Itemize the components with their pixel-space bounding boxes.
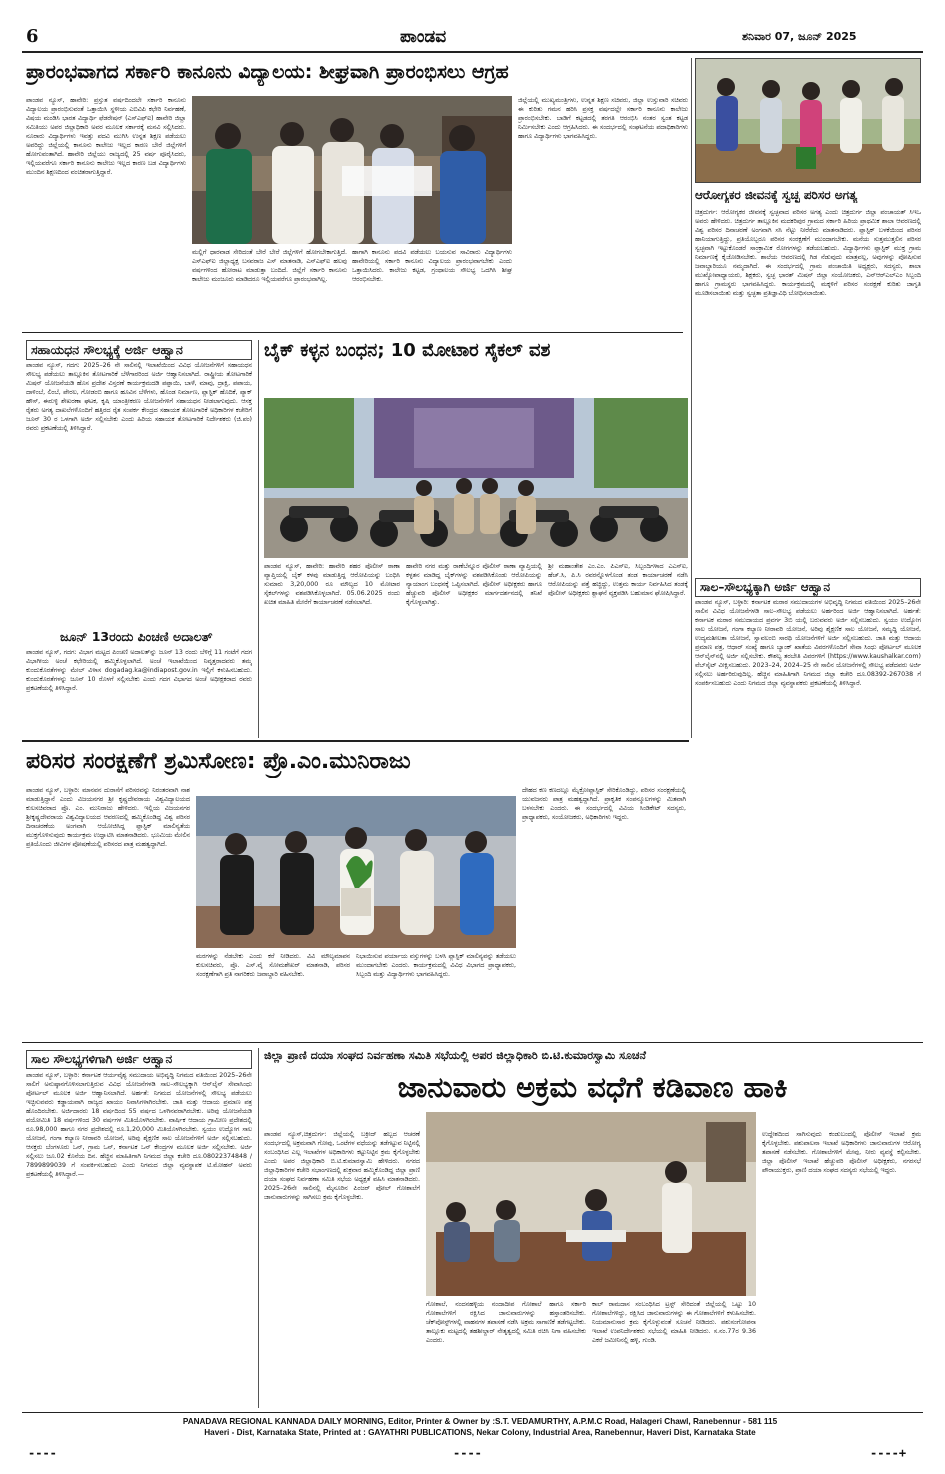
animal-slaughter-col2: ಗೋಶಾಲೆ, ನಂದನಹಳ್ಳಿಯ ನಂದಾದೀಪ ಗೋಶಾಲೆ ಹಾಗೂ ಸರ್ಕಾರಿ ಗೋಶಾಲೆಗಳಿಗೆ ರಕ್ಷಿಸಿದ ಜಾನುವಾರುಗಳನ್ನು ಹಸ್ತಾಂತರಿಸಬೇಕು. ಚೆಕ್‌ಪೋಸ್ಟ್‌ಗಳಲ್ಲಿ ವಾಹನಗಳ ತಪಾಸಣೆ ನಡೆಸಿ ಅಕ್ರಮ ಸಾಗಾಣಿಕೆ ತಡೆಗಟ್ಟಬೇಕು. ತಾಲ್ಲೂಕು ಮಟ್ಟದಲ್ಲಿ ತಹಶೀಲ್ದಾರ್ ನೇತೃತ್ವದಲ್ಲಿ ಸಮಿತಿ ರಚಿಸಿ ನಿಗಾ ವಹಿಸಬೇಕು ಎಂದರು. [426, 1301, 586, 1344]
environment-body: ಚಿತ್ರದುರ್ಗ: ಆರೋಗ್ಯಕರ ಜೀವನಕ್ಕೆ ಸ್ವಚ್ಛವಾದ ಪರಿಸರ ಅಗತ್ಯ ಎಂದು ಚಿತ್ರದುರ್ಗ ಜಿಲ್ಲಾ ಪಂಚಾಯತ್ ಸಿಇಒ ಅವರು ಹೇಳಿದರು. ಚಿತ್ರದುರ್ಗ ತಾಲ್ಲೂಕಿನ ಮದಕರಿಪುರ ಗ್ರಾಮದ ಸರ್ಕಾರಿ ಹಿರಿಯ ಪ್ರಾಥಮಿಕ ಶಾಲಾ ಆವರಣದಲ್ಲಿ ವಿಶ್ವ ಪರಿಸರ ದಿನಾಚರಣೆ ಅಂಗವಾಗಿ ಸಸಿ ನೆಟ್ಟು ನೀರೆರೆದು ಮಾತನಾಡಿದರು. ಪ್ಲಾಸ್ಟಿಕ್ ಬಳಕೆಯಿಂದ ಪರಿಸರ ಹಾನಿಯಾಗುತ್ತಿದ್ದು, ಪ್ರತಿಯೊಬ್ಬರೂ ಪರಿಸರ ಸಂರಕ್ಷಣೆಗೆ ಮುಂದಾಗಬೇಕು. ಮನೆಯ ಸುತ್ತಮುತ್ತಲಿನ ಪರಿಸರ ಸ್ವಚ್ಛವಾಗಿ ಇಟ್ಟುಕೊಂಡರೆ ಸಾಂಕ್ರಾಮಿಕ ರೋಗಗಳನ್ನು ತಡೆಯಬಹುದು. ವಿದ್ಯಾರ್ಥಿಗಳು ಪ್ಲಾಸ್ಟಿಕ್ ಮುಕ್ತ ಗ್ರಾಮ ನಿರ್ಮಾಣಕ್ಕೆ ಕೈಜೋಡಿಸಬೇಕು. ಶಾಲೆಯ ಆವರಣದಲ್ಲಿ ಗಿಡ ನೆಡುವುದು ಮಾತ್ರವಲ್ಲ, ಅವುಗಳನ್ನು ಪೋಷಿಸುವ ಜವಾಬ್ದಾರಿಯೂ ನಮ್ಮದಾಗಿದೆ. ಈ ಸಂದರ್ಭದಲ್ಲಿ ಗ್ರಾಮ ಪಂಚಾಯಿತಿ ಅಧ್ಯಕ್ಷರು, ಸದಸ್ಯರು, ಶಾಲಾ ಮುಖ್ಯೋಪಾಧ್ಯಾಯರು, ಶಿಕ್ಷಕರು, ಸ್ವಚ್ಛ ಭಾರತ್ ಮಿಷನ್ ಜಿಲ್ಲಾ ಸಂಯೋಜಕರು, ಎನ್‌ಆರ್‌ಎಲ್‌ಎಂ ಸಿಬ್ಬಂದಿ ಹಾಗೂ ಗ್ರಾಮಸ್ಥರು ಭಾಗವಹಿಸಿದ್ದರು. ಕಾರ್ಯಕ್ರಮದಲ್ಲಿ ಮಕ್ಕಳಿಗೆ ಪರಿಸರ ಸಂರಕ್ಷಣೆ ಕುರಿತು ಜಾಗೃತಿ ಮೂಡಿಸಲಾಯಿತು ಮತ್ತು ಸ್ವಚ್ಛತಾ ಪ್ರತಿಜ್ಞಾವಿಧಿ ಬೋಧಿಸಲಾಯಿತು. [695, 209, 921, 297]
loan-scheme3-body: ಪಾಂಡವ ನ್ಯೂಸ್, ಬಳ್ಳಾರಿ: ಕರ್ನಾಟಕ ಆರ್ಯವೈಶ್ಯ ಸಮುದಾಯ ಅಭಿವೃದ್ಧಿ ನಿಗಮದ ವತಿಯಿಂದ 2025–26ನೇ ಸಾಲಿಗೆ ಅನುಷ್ಠಾನಗೊಳಿಸಲಾಗುತ್ತಿರುವ ವಿವಿಧ ಯೋಜನೆಗಳಡಿ ಸಾಲ–ಸೌಲಭ್ಯಕ್ಕಾಗಿ ಆನ್‌ಲೈನ್ ಸೇವಾಸಿಂಧು ಪೋರ್ಟಲ್ ಮೂಲಕ ಅರ್ಜಿ ಆಹ್ವಾನಿಸಲಾಗಿದೆ. ಅರ್ಹತೆ: ನಿಗಮದ ಯೋಜನೆಗಳಲ್ಲಿ ಸೌಲಭ್ಯ ಪಡೆಯಲು ಇಚ್ಛಿಸುವವರು ಕಡ್ಡಾಯವಾಗಿ ರಾಜ್ಯದ ಖಾಯಂ ನಿವಾಸಿಗಳಾಗಿರಬೇಕು. ಜಾತಿ ಮತ್ತು ಆದಾಯ ಪ್ರಮಾಣ ಪತ್ರ ಹೊಂದಿರಬೇಕು. ಅರ್ಜಿದಾರರು 18 ವರ್ಷದಿಂದ 55 ವರ್ಷದ ಒಳಗಿನವರಾಗಿರಬೇಕು. ಅರಿವು ಯೋಜನೆಯಡಿ ವಯೋಮಿತಿ 18 ವರ್ಷಗಳಿಂದ 30 ವರ್ಷಗಳ ಮಿತಿಯೊಳಗಿರಬೇಕು. ವಾರ್ಷಿಕ ಆದಾಯ ಗ್ರಾಮೀಣ ಪ್ರದೇಶದಲ್ಲಿ ರೂ.98,000 ಹಾಗೂ ನಗರ ಪ್ರದೇಶದಲ್ಲಿ ರೂ.1,20,000 ಮಿತಿಯೊಳಗಿರಬೇಕು. ಸ್ವಯಂ ಉದ್ಯೋಗ ಸಾಲ ಯೋಜನೆ, ಗಂಗಾ ಕಲ್ಯಾಣ ನೀರಾವರಿ ಯೋಜನೆ, ಅರಿವು ಶೈಕ್ಷಣಿಕ ಸಾಲ ಯೋಜನೆಗಳಿಗೆ ಅರ್ಜಿ ಸಲ್ಲಿಸಬಹುದು. ಆಸಕ್ತರು ಬೆಂಗಳೂರು ಒನ್, ಗ್ರಾಮ ಒನ್, ಕರ್ನಾಟಕ ಒನ್ ಕೇಂದ್ರಗಳ ಮೂಲಕ ಅರ್ಜಿ ಸಲ್ಲಿಸಬೇಕು. ಅರ್ಜಿ ಸಲ್ಲಿಸಲು ಜೂ.02 ಕೊನೆಯ ದಿನ. ಹೆಚ್ಚಿನ ಮಾಹಿತಿಗಾಗಿ ನಿಗಮದ ಜಿಲ್ಲಾ ಕಚೇರಿ ದೂ.08022374848 / 7899899039 ಗೆ ಸಂಪರ್ಕಿಸಬಹುದು ಎಂದು ನಿಗಮದ ಜಿಲ್ಲಾ ವ್ಯವಸ್ಥಾಪಕ ಟಿ.ಮೋಹನ್ ಅವರು ಪ್ರಕಟಣೆಯಲ್ಲಿ ತಿಳಿಸಿದ್ದಾರೆ.— [26, 1072, 252, 1178]
column-divider-bottom [258, 1048, 259, 1408]
law-college-col1: ಪಾಂಡವ ನ್ಯೂಸ್, ಹಾವೇರಿ: ಪ್ರಸ್ತುತ ವರ್ಷದಿಂದಲೇ ಸರ್ಕಾರಿ ಕಾನೂನು ವಿದ್ಯಾಲಯ ಪ್ರಾರಂಭಿಸುವಂತೆ ಒತ್ತಾಯಿಸಿ ಸ್ಥಳೀಯ ಎಬಿವಿಪಿ ಕಛೇರಿ ನಿರ್ವಹಣೆ, ವಿಷಯ ಮಂಡಿಸಿ ಭಾರತ ವಿದ್ಯಾರ್ಥಿ ಫೆಡರೇಷನ್ (ಎಸ್‌ಎಫ್‌ಐ) ಹಾವೇರಿ ಜಿಲ್ಲಾ ಸಮಿತಿಯು ಅಪರ ಜಿಲ್ಲಾಧಿಕಾರಿ ಅವರ ಮೂಲಕ ಸರ್ಕಾರಕ್ಕೆ ಮನವಿ ಸಲ್ಲಿಸಿದರು. ನೂರಾರು ವಿದ್ಯಾರ್ಥಿಗಳು ಇವತ್ತು ಪದವಿ ಮುಗಿಸಿ ಉನ್ನತ ಶಿಕ್ಷಣ ಪಡೆಯಲು ಅವರಿದ್ದು ಜಿಲ್ಲೆಯಲ್ಲಿ ಕಾನೂನು ಕಾಲೇಜು ಇಲ್ಲದ ಕಾರಣ ಬೇರೆ ಜಿಲ್ಲೆಗಳಿಗೆ ಹೋಗುವಂತಾಗಿದೆ. ಹಾವೇರಿ ಜಿಲ್ಲೆಯು ರಾಜ್ಯದಲ್ಲಿ 25 ವರ್ಷ ಪೂರೈಸಿದರು, ಇಲ್ಲಿಯವರೆಗೂ ಸರ್ಕಾರಿ ಕಾನೂನು ಕಾಲೇಜು ಇಲ್ಲದ ಕಾರಣ ಬಡ ವಿದ್ಯಾರ್ಥಿಗಳು ಮುಂದಿನ ಶಿಕ್ಷಣದಿಂದ ವಂಚಿತರಾಗುತ್ತಿದ್ದಾರೆ. [26, 97, 186, 176]
dateline: ಶನಿವಾರ 07, ಜೂನ್ 2025 [742, 30, 857, 43]
law-college-photo [192, 96, 512, 244]
section-rule-1 [22, 332, 683, 333]
column-divider-right [691, 58, 692, 738]
footer-dash-mid: ---- [453, 1446, 482, 1460]
animal-slaughter-col3: ಕಾಲ್ ರಾಮದಾಸ ಸಂಬಂಧಿಸಿದ ಟ್ರಸ್ಟ್ ಸೇರಿದಂತೆ ಜಿಲ್ಲೆಯಲ್ಲಿ ಒಟ್ಟು 10 ಗೋಶಾಲೆಗಳಿದ್ದು, ರಕ್ಷಿಸಿದ ಜಾನುವಾರುಗಳನ್ನು ಈ ಗೋಶಾಲೆಗಳಿಗೆ ಕಳುಹಿಸಬೇಕು. ನಿಯಮಾನುಸಾರ ಕ್ರಮ ಕೈಗೊಳ್ಳುವಂತೆ ಸೂಚನೆ ನೀಡಿದರು. ಪಶುಸಂಗೋಪನಾ ಇಲಾಖೆ ಉಪನಿರ್ದೇಶಕರು ಸಭೆಯಲ್ಲಿ ಮಾಹಿತಿ ನೀಡಿದರು. ಸ.ನಂ.77ರ 9.36 ಎಕರೆ ಜಮೀನಿನಲ್ಲಿ ಹಳ್ಳಿ, ಗುಂಡಿ. [592, 1301, 756, 1344]
bike-theft-col1: ಪಾಂಡವ ನ್ಯೂಸ್, ಹಾವೇರಿ: ಹಾವೇರಿ ಶಹರ ಪೊಲೀಸ್ ಠಾಣಾ ವ್ಯಾಪ್ತಿಯಲ್ಲಿ ಬೈಕ್ ಕಳವು ಮಾಡುತ್ತಿದ್ದ ಆರೋಪಿಯನ್ನು ಬಂಧಿಸಿ ಸುಮಾರು 3,20,000 ರೂ ಮೌಲ್ಯದ 10 ಮೋಟಾರ ಸೈಕಲ್‌ಗಳನ್ನು ವಶಪಡಿಸಿಕೊಳ್ಳಲಾಗಿದೆ. 05.06.2025 ರಂದು ಖಚಿತ ಮಾಹಿತಿ ಮೇರೆಗೆ ಕಾರ್ಯಾಚರಣೆ ನಡೆಸಲಾಗಿದೆ. [264, 563, 400, 606]
bike-theft-col3: ಶ್ರೀ ಮಹಾಂತೇಶ ಎಂ.ಎಂ. ಪಿಎಸ್‌ಐ, ಸಿಬ್ಬಂದಿಗಳಾದ ಎಎಸ್‌ಐ, ಹೆಚ್.ಸಿ, ಪಿ.ಸಿ ರವರನ್ನೊಳಗೊಂಡ ತಂಡ ಕಾರ್ಯಾಚರಣೆ ನಡೆಸಿ ಆರೋಪಿಯನ್ನು ಪತ್ತೆ ಹಚ್ಚಿದ್ದು, ಉತ್ತಮ ಕಾರ್ಯ ನಿರ್ವಹಿಸಿದ ತಂಡಕ್ಕೆ ಪೊಲೀಸ್ ಅಧೀಕ್ಷಕರು ಶ್ಲಾಘನೆ ವ್ಯಕ್ತಪಡಿಸಿ ಬಹುಮಾನ ಘೋಷಿಸಿದ್ದಾರೆ. [548, 563, 688, 597]
section-rule-2 [22, 740, 689, 742]
bike-theft-col2: ಹಾವೇರಿ ನಗರ ಮತ್ತು ರಾಣೆಬೆನ್ನೂರ ಪೊಲೀಸ್ ಠಾಣಾ ವ್ಯಾಪ್ತಿಯಲ್ಲಿ ಕಳ್ಳತನ ಮಾಡಿದ್ದ ಬೈಕ್‌ಗಳನ್ನು ವಶಪಡಿಸಿಕೊಂಡು ಆರೋಪಿಯನ್ನು ನ್ಯಾಯಾಂಗ ಬಂಧನಕ್ಕೆ ಒಪ್ಪಿಸಲಾಗಿದೆ. ಪೊಲೀಸ್ ಅಧೀಕ್ಷಕರು ಹಾಗೂ ಹೆಚ್ಚುವರಿ ಪೊಲೀಸ್ ಅಧೀಕ್ಷಕರ ಮಾರ್ಗದರ್ಶನದಲ್ಲಿ ತನಿಖೆ ಕೈಗೊಳ್ಳಲಾಗಿತ್ತು. [406, 563, 542, 606]
muniraju-headline: ಪರಿಸರ ಸಂರಕ್ಷಣೆಗೆ ಶ್ರಮಿಸೋಣ: ಪ್ರೊ.ಎಂ.ಮುನಿರಾಜು [26, 749, 411, 774]
law-college-col2: ಮಲ್ಲಿಗೆ ಧಾರವಾಡ ಸೇರಿದಂತೆ ಬೇರೆ ಬೇರೆ ಜಿಲ್ಲೆಗಳಿಗೆ ಹೋಗಬೇಕಾಗುತ್ತಿದೆ. ಎಸ್‌ಎಫ್‌ಐ ಜಿಲ್ಲಾಧ್ಯಕ್ಷ ಬಸವರಾಜ ಎಸ್ ಮಾತನಾಡಿ, ಎಸ್‌ಎಫ್‌ಐ ಹಲವು ವರ್ಷಗಳಿಂದ ಹೋರಾಟ ಮಾಡುತ್ತಾ ಬಂದಿದೆ. ಜಿಲ್ಲೆಗೆ ಸರ್ಕಾರಿ ಕಾನೂನು ಕಾಲೇಜು ಮಂಜೂರು ಮಾಡಿದರೂ ಇಲ್ಲಿಯವರೆಗೂ ಪ್ರಾರಂಭವಾಗಿಲ್ಲ. [192, 249, 347, 283]
imprint-line [135, 1416, 825, 1438]
law-college-col4: ಜಿಲ್ಲೆಯಲ್ಲಿ ಮುಖ್ಯಮಂತ್ರಿಗಳು, ಉನ್ನತ ಶಿಕ್ಷಣ ಸಚಿವರು, ಜಿಲ್ಲಾ ಉಸ್ತುವಾರಿ ಸಚಿವರು ಈ ಕುರಿತು ಗಮನ ಹರಿಸಿ ಪ್ರಸಕ್ತ ವರ್ಷದಲ್ಲೇ ಸರ್ಕಾರಿ ಕಾನೂನು ಕಾಲೇಜು ಪ್ರಾರಂಭಿಸಬೇಕು. ಬಾಡಿಗೆ ಕಟ್ಟಡದಲ್ಲಿ ತರಗತಿ ಆರಂಭಿಸಿ ನಂತರ ಸ್ವಂತ ಕಟ್ಟಡ ನಿರ್ಮಿಸಬೇಕು ಎಂದು ಆಗ್ರಹಿಸಿದರು. ಈ ಸಂದರ್ಭದಲ್ಲಿ ಸಂಘಟನೆಯ ಪದಾಧಿಕಾರಿಗಳು ಹಾಗೂ ವಿದ್ಯಾರ್ಥಿಗಳು ಭಾಗವಹಿಸಿದ್ದರು. [518, 97, 688, 140]
footer-dash-left: ---- [28, 1446, 57, 1460]
animal-slaughter-photo [426, 1112, 756, 1296]
header-rule [22, 51, 923, 53]
animal-slaughter-headline: ಜಾನುವಾರು ಅಕ್ರಮ ವಧೆಗೆ ಕಡಿವಾಣ ಹಾಕಿ [397, 1070, 788, 1104]
column-divider-left [258, 340, 259, 738]
loan-scheme1-body: ಪಾಂಡವ ನ್ಯೂಸ್, ಗದಗ: 2025–26 ನೇ ಸಾಲಿನಲ್ಲಿ ಇಲಾಖೆಯಿಂದ ವಿವಿಧ ಯೋಜನೆಗಳಿಗೆ ಸಹಾಯಧನ ಸೌಲಭ್ಯ ಪಡೆಯಲು ತಾಲ್ಲೂಕಿನ ತೋಟಗಾರಿಕೆ ಬೆಳೆಗಾರರಿಂದ ಅರ್ಜಿ ಆಹ್ವಾನಿಸಲಾಗಿದೆ. ರಾಷ್ಟ್ರೀಯ ತೋಟಗಾರಿಕೆ ಮಿಷನ್ ಯೋಜನೆಯಡಿ ಹೊಸ ಪ್ರದೇಶ ವಿಸ್ತರಣೆ ಕಾರ್ಯಕ್ರಮದಡಿ ಪಪ್ಪಾಯಿ, ಬಾಳೆ, ಮಾವು, ದ್ರಾಕ್ಷಿ, ಪಪಾಯ, ದಾಳಿಂಬೆ, ಲಿಂಬೆ, ಪೇರಲ, ಗೋಡಂಬಿ ಹಾಗೂ ಹೂವಿನ ಬೆಳೆಗಳು, ಹೊಂಡ ನಿರ್ಮಾಣ, ಪ್ಲಾಸ್ಟಿಕ್ ಹೊದಿಕೆ, ಪ್ಯಾಕ್ ಹೌಸ್, ಈರುಳ್ಳಿ ಶೇಖರಣಾ ಘಟಕ, ಕೃಷಿ ಯಾಂತ್ರೀಕರಣ ಯೋಜನೆಗಳಿಗೆ ಸಹಾಯಧನ ನೀಡಲಾಗುವುದು. ಆಸಕ್ತ ರೈತರು ಅಗತ್ಯ ದಾಖಲೆಗಳೊಂದಿಗೆ ಹತ್ತಿರದ ರೈತ ಸಂಪರ್ಕ ಕೇಂದ್ರದ ಸಹಾಯಕ ತೋಟಗಾರಿಕೆ ಅಧಿಕಾರಿಗಳ ಕಚೇರಿಗೆ ಜೂನ್ 30 ರ ಒಳಗಾಗಿ ಅರ್ಜಿ ಸಲ್ಲಿಸಬೇಕು ಎಂದು ಹಿರಿಯ ಸಹಾಯಕ ತೋಟಗಾರಿಕೆ ನಿರ್ದೇಶಕರು (ಜಿ.ಪಂ) ರವರು ಪ್ರಕಟಣೆಯಲ್ಲಿ ತಿಳಿಸಿದ್ದಾರೆ. [26, 362, 252, 432]
environment-headline: ಆರೋಗ್ಯಕರ ಜೀವನಕ್ಕೆ ಸ್ವಚ್ಛ ಪರಿಸರ ಅಗತ್ಯ [695, 188, 858, 202]
environment-photo [695, 58, 921, 183]
pension-headline: ಜೂನ್ 13ರಂದು ಪಿಂಚಣಿ ಅದಾಲತ್ [60, 629, 213, 644]
animal-slaughter-kicker: ಜಿಲ್ಲಾ ಪ್ರಾಣಿ ದಯಾ ಸಂಘದ ನಿರ್ವಹಣಾ ಸಮಿತಿ ಸಭೆಯಲ್ಲಿ ಅಪರ ಜಿಲ್ಲಾಧಿಕಾರಿ ಬಿ.ಟಿ.ಕುಮಾರಸ್ವಾಮಿ ಸೂಚನೆ [264, 1049, 646, 1062]
animal-slaughter-col4: ಉದ್ದೇಶದಿಂದ ಸಾಗಿಸುವುದು ಕಂಡುಬಂದಲ್ಲಿ ಪೊಲೀಸ್ ಇಲಾಖೆ ಕ್ರಮ ಕೈಗೊಳ್ಳಬೇಕು. ಪಶುಪಾಲನಾ ಇಲಾಖೆ ಅಧಿಕಾರಿಗಳು ಜಾನುವಾರುಗಳ ಆರೋಗ್ಯ ತಪಾಸಣೆ ನಡೆಸಬೇಕು. ಗೋಶಾಲೆಗಳಿಗೆ ಮೇವು, ನೀರು ವ್ಯವಸ್ಥೆ ಕಲ್ಪಿಸಬೇಕು. ಜಿಲ್ಲಾ ಪೊಲೀಸ್ ಇಲಾಖೆ ಹೆಚ್ಚುವರಿ ಪೊಲೀಸ್ ಅಧೀಕ್ಷಕರು, ನಗರಸಭೆ ಪೌರಾಯುಕ್ತರು, ಪ್ರಾಣಿ ದಯಾ ಸಂಘದ ಸದಸ್ಯರು ಸಭೆಯಲ್ಲಿ ಇದ್ದರು. [762, 1131, 921, 1174]
muniraju-col4: ದೇಹದ ಕಣ ಕಣದಲ್ಲೂ ಮೈಕ್ರೋಪ್ಲಾಸ್ಟಿಕ್ ಸೇರಿಕೊಂಡಿದ್ದು, ಪರಿಸರ ಸಂರಕ್ಷಣೆಯಲ್ಲಿ ಯುವಜನರು ಪಾತ್ರ ಮಹತ್ವದ್ದಾಗಿದೆ. ಪ್ರಾಕೃತಿಕ ಸಂಪನ್ಮೂಲಗಳನ್ನು ಮಿತವಾಗಿ ಬಳಸಬೇಕು ಎಂದರು. ಈ ಸಂದರ್ಭದಲ್ಲಿ ವಿವಿಯ ಸಿಂಡಿಕೇಟ್ ಸದಸ್ಯರು, ಪ್ರಾಧ್ಯಾಪಕರು, ಸಂಯೋಜಕರು, ಅಧಿಕಾರಿಗಳು ಇದ್ದರು. [522, 787, 686, 821]
muniraju-col3: ನಿಭಾಯಿಸುವ ಪರ್ಯಾಯ ವಸ್ತುಗಳನ್ನು ಬಳಸಿ ಪ್ಲಾಸ್ಟಿಕ್ ಮಾಲಿನ್ಯವನ್ನು ತಡೆಯಲು ಮುಂದಾಗಬೇಕು ಎಂದರು. ಕಾರ್ಯಕ್ರಮದಲ್ಲಿ ವಿವಿಧ ವಿಭಾಗದ ಪ್ರಾಧ್ಯಾಪಕರು, ಸಿಬ್ಬಂದಿ ಮತ್ತು ವಿದ್ಯಾರ್ಥಿಗಳು ಭಾಗವಹಿಸಿದ್ದರು. [356, 953, 516, 978]
bike-theft-photo [264, 398, 688, 558]
loan-scheme2-headline: ಸಾಲ–ಸೌಲಭ್ಯಕ್ಕಾಗಿ ಅರ್ಜಿ ಆಹ್ವಾನ [695, 578, 921, 597]
section-rule-3 [22, 1042, 923, 1043]
muniraju-col2: ಮರಗಳನ್ನು ನೆಡಬೇಕು ಎಂದು ಕರೆ ನೀಡಿದರು. ವಿವಿ ಮೌಲ್ಯಮಾಪನ ಕುಲಸಚಿವರು, ಪ್ರೊ. ಎಸ್.ವೈ ಸೋಮಶೇಖರ್ ಮಾತನಾಡಿ, ಪರಿಸರ ಸಂರಕ್ಷಣೆಗಾಗಿ ಪ್ರತಿ ನಾಗರಿಕರು ಜವಾಬ್ದಾರಿ ವಹಿಸಬೇಕು. [196, 953, 350, 978]
footer-dash-right: ----+ [870, 1446, 907, 1460]
loan-scheme2-body: ಪಾಂಡವ ನ್ಯೂಸ್, ಬಳ್ಳಾರಿ: ಕರ್ನಾಟಕ ಮರಾಠ ಸಮುದಾಯಗಳ ಅಭಿವೃದ್ಧಿ ನಿಗಮದ ವತಿಯಿಂದ 2025–26ನೇ ಸಾಲಿನ ವಿವಿಧ ಯೋಜನೆಗಳಡಿ ಸಾಲ–ಸೌಲಭ್ಯ ಪಡೆಯಲು ಅರ್ಹರಿಂದ ಅರ್ಜಿ ಆಹ್ವಾನಿಸಲಾಗಿದೆ. ಅರ್ಹತೆ: ಕರ್ನಾಟಕ ಮರಾಠ ಸಮುದಾಯದ ಪ್ರವರ್ಗ 3ಬಿ ಯಲ್ಲಿ ಬರುವವರು ಅರ್ಜಿ ಸಲ್ಲಿಸಬಹುದು. ಸ್ವಯಂ ಉದ್ಯೋಗ ಸಾಲ ಯೋಜನೆ, ಗಂಗಾ ಕಲ್ಯಾಣ ನೀರಾವರಿ ಯೋಜನೆ, ಅರಿವು ಶೈಕ್ಷಣಿಕ ಸಾಲ ಯೋಜನೆ, ಸಮೃದ್ಧಿ ಯೋಜನೆ, ಉದ್ಯಮಶೀಲತಾ ಯೋಜನೆ, ಸ್ವಾವಲಂಬಿ ಸಾರಥಿ ಯೋಜನೆಗಳಿಗೆ ಅರ್ಜಿ ಸಲ್ಲಿಸಬಹುದು. ಜಾತಿ ಮತ್ತು ಆದಾಯ ಪ್ರಮಾಣ ಪತ್ರ, ಆಧಾರ್ ಸಂಖ್ಯೆ ಹಾಗೂ ಬ್ಯಾಂಕ್ ಖಾತೆಯ ವಿವರಗಳೊಂದಿಗೆ ಸೇವಾ ಸಿಂಧು ಪೋರ್ಟಲ್ ಮೂಲಕ ಆನ್‌ಲೈನ್‌ನಲ್ಲಿ ಅರ್ಜಿ ಸಲ್ಲಿಸಬೇಕು. ಕೌಶಲ್ಯ ತರಬೇತಿ ವಿವರಗಳಿಗೆ (https://www.kaushalkar.com) ವೆಬ್‌ಸೈಟ್ ವೀಕ್ಷಿಸಬಹುದು. 2023–24, 2024–25 ನೇ ಸಾಲಿನ ಯೋಜನೆಗಳಲ್ಲಿ ಸೌಲಭ್ಯ ಪಡೆದವರು ಅರ್ಜಿ ಸಲ್ಲಿಸಲು ಅರ್ಹರಿರುವುದಿಲ್ಲ. ಹೆಚ್ಚಿನ ಮಾಹಿತಿಗಾಗಿ ನಿಗಮದ ಜಿಲ್ಲಾ ಕಚೇರಿ ದೂ.08392-267038 ಗೆ ಸಂಪರ್ಕಿಸಬಹುದು ಎಂದು ನಿಗಮದ ಜಿಲ್ಲಾ ವ್ಯವಸ್ಥಾಪಕರು ಪ್ರಕಟಣೆಯಲ್ಲಿ ತಿಳಿಸಿದ್ದಾರೆ. [695, 599, 921, 687]
masthead: ಪಾಂಡವ [400, 27, 447, 47]
muniraju-col1: ಪಾಂಡವ ನ್ಯೂಸ್, ಬಳ್ಳಾರಿ: ಮಾನವನ ದುರಾಸೆಗೆ ಪರಿಸರವನ್ನು ನಿರಂತರವಾಗಿ ನಾಶ ಮಾಡುತ್ತಿದ್ದಾನೆ ಎಂದು ವಿಜಯನಗರ ಶ್ರೀ ಕೃಷ್ಣದೇವರಾಯ ವಿಶ್ವವಿದ್ಯಾಲಯದ ಕುಲಸಚಿವರಾದ ಪ್ರೊ. ಎಂ. ಮುನಿರಾಜು ಹೇಳಿದರು. ಇಲ್ಲಿಯ ವಿಜಯನಗರ ಶ್ರೀಕೃಷ್ಣದೇವರಾಯ ವಿಶ್ವವಿದ್ಯಾಲಯದ ಆವರಣದಲ್ಲಿ ಹಮ್ಮಿಕೊಂಡಿದ್ದ ವಿಶ್ವ ಪರಿಸರ ದಿನಾಚರಣೆಯ ಅಂಗವಾಗಿ ಆಯೋಜಿಸಿದ್ದ ಪ್ಲಾಸ್ಟಿಕ್ ಮಾಲಿನ್ಯತೆಯ ಮುಕ್ತಗೊಳಿಸುವುದು ಕಾರ್ಯಕ್ರಮ ಉದ್ಘಾಟಿಸಿ ಮಾತನಾಡಿದರು. ಭೂಮಿಯ ಮೇಲಿನ ಪ್ರತಿಯೊಂದು ಜೀವಿಗಳ ಪೋಷಣೆಯಲ್ಲಿ ಪರಿಸರದ ಪಾತ್ರ ಮಹತ್ವದ್ದಾಗಿದೆ. [26, 787, 190, 848]
imprint-line-2: Haveri - Dist, Karnataka State, Printed at : GAYATHRI PUBLICATIONS, Nekar Colony, Industrial Area, Ranebennur, Haveri Dist, Karnataka State [204, 1428, 756, 1437]
page-number: 6 [26, 26, 39, 47]
imprint-line-1: PANADAVA REGIONAL KANNADA DAILY MORNING, Editor, Printer & Owner by :S.T. VEDAMURTHY, A.P.M.C Road, Halageri Chawl, Ranebennur - 581 115 [182, 1417, 778, 1426]
bike-theft-headline: ಬೈಕ್ ಕಳ್ಳನ ಬಂಧನ; 10 ಮೋಟಾರ ಸೈಕಲ್ ವಶ [264, 340, 551, 361]
law-college-headline: ಪ್ರಾರಂಭವಾಗದ ಸರ್ಕಾರಿ ಕಾನೂನು ವಿದ್ಯಾಲಯ: ಶೀಘ್ರವಾಗಿ ಪ್ರಾರಂಭಿಸಲು ಆಗ್ರಹ [26, 61, 509, 83]
loan-scheme1-headline: ಸಹಾಯಧನ ಸೌಲಭ್ಯಕ್ಕೆ ಅರ್ಜಿ ಆಹ್ವಾನ [26, 340, 252, 360]
pension-body: ಪಾಂಡವ ನ್ಯೂಸ್, ಗದಗ: ವಿಭಾಗ ಮಟ್ಟದ ಪಿಂಚಣಿ ಅದಾಲತ್‌ನ್ನು ಜೂನ್ 13 ರಂದು ಬೆಳಿಗ್ಗೆ 11 ಗಂಟೆಗೆ ಗದಗ ವಿಭಾಗೀಯ ಅಂಚೆ ಕಛೇರಿಯಲ್ಲಿ ಹಮ್ಮಿಕೊಳ್ಳಲಾಗಿದೆ. ಅಂಚೆ ಇಲಾಖೆಯಿಂದ ನಿವೃತ್ತರಾದವರು ತಮ್ಮ ಕುಂದುಕೊರತೆಗಳನ್ನು ಮೇಲ್ ವಿಳಾಸ dogadag.ka@indiapost.gov.in ಇಲ್ಲಿಗೆ ಕಳುಹಿಸಬಹುದು. ಕುಂದುಕೊರತೆಗಳನ್ನು ಜೂನ್ 10 ರೊಳಗೆ ಸಲ್ಲಿಸಬೇಕು ಎಂದು ಗದಗ ವಿಭಾಗದ ಅಂಚೆ ಅಧೀಕ್ಷಕರಾದ ರವರು ಪ್ರಕಟಣೆಯಲ್ಲಿ ತಿಳಿಸಿದ್ದಾರೆ. [26, 649, 252, 692]
loan-scheme3-headline: ಸಾಲ ಸೌಲಭ್ಯಗಳಿಗಾಗಿ ಅರ್ಜಿ ಆಹ್ವಾನ [26, 1050, 252, 1069]
animal-slaughter-col1: ಪಾಂಡವ ನ್ಯೂಸ್,ಚಿತ್ರದುರ್ಗ: ಜಿಲ್ಲೆಯಲ್ಲಿ ಬಕ್ರೀದ್ ಹಬ್ಬದ ಆಚರಣೆ ಸಂದರ್ಭದಲ್ಲಿ ಅಕ್ರಮವಾಗಿ ಗೋವು, ಒಂಟೆಗಳ ವಧೆಯನ್ನು ತಡೆಗಟ್ಟುವ ನಿಟ್ಟಿನಲ್ಲಿ ಸಂಬಂಧಿಸಿದ ಎಲ್ಲ ಇಲಾಖೆಗಳ ಅಧಿಕಾರಿಗಳು ಕಟ್ಟುನಿಟ್ಟಿನ ಕ್ರಮ ಕೈಗೊಳ್ಳಬೇಕು ಎಂದು ಅಪರ ಜಿಲ್ಲಾಧಿಕಾರಿ ಬಿ.ಟಿ.ಕುಮಾರಸ್ವಾಮಿ ಹೇಳಿದರು. ನಗರದ ಜಿಲ್ಲಾಧಿಕಾರಿಗಳ ಕಚೇರಿ ಸಭಾಂಗಣದಲ್ಲಿ ಶುಕ್ರವಾರ ಹಮ್ಮಿಕೊಂಡಿದ್ದ ಜಿಲ್ಲಾ ಪ್ರಾಣಿ ದಯಾ ಸಂಘದ ನಿರ್ವಹಣಾ ಸಮಿತಿ ಸಭೆಯ ಅಧ್ಯಕ್ಷತೆ ವಹಿಸಿ ಮಾತನಾಡಿದರು. 2025–26ನೇ ಸಾಲಿನಲ್ಲಿ ಮೈಸೂರಿನ ಪಿಂಜರ್ ಪೋಲ್ ಗೋಶಾಲೆಗೆ ಜಾನುವಾರುಗಳನ್ನು ಸಾಗಿಸಲು ಕ್ರಮ ಕೈಗೊಳ್ಳಬೇಕು. [264, 1131, 420, 1201]
muniraju-photo [196, 796, 516, 948]
law-college-col3: ಹಾಗಾಗಿ ಕಾನೂನು ಪದವಿ ಪಡೆಯಲು ಬಯಸುವ ಸಾವಿರಾರು ವಿದ್ಯಾರ್ಥಿಗಳು ಹಾವೇರಿಯಲ್ಲಿ ಸರ್ಕಾರಿ ಕಾನೂನು ವಿದ್ಯಾಲಯ ಪ್ರಾರಂಭವಾಗಬೇಕು ಎಂದು ಒತ್ತಾಯಿಸಿದರು. ಕಾಲೇಜು ಕಟ್ಟಡ, ಗ್ರಂಥಾಲಯ ಸೌಲಭ್ಯ ಒದಗಿಸಿ ಶೀಘ್ರ ಆರಂಭಿಸಬೇಕು. [352, 249, 512, 283]
footer-rule [22, 1412, 923, 1413]
